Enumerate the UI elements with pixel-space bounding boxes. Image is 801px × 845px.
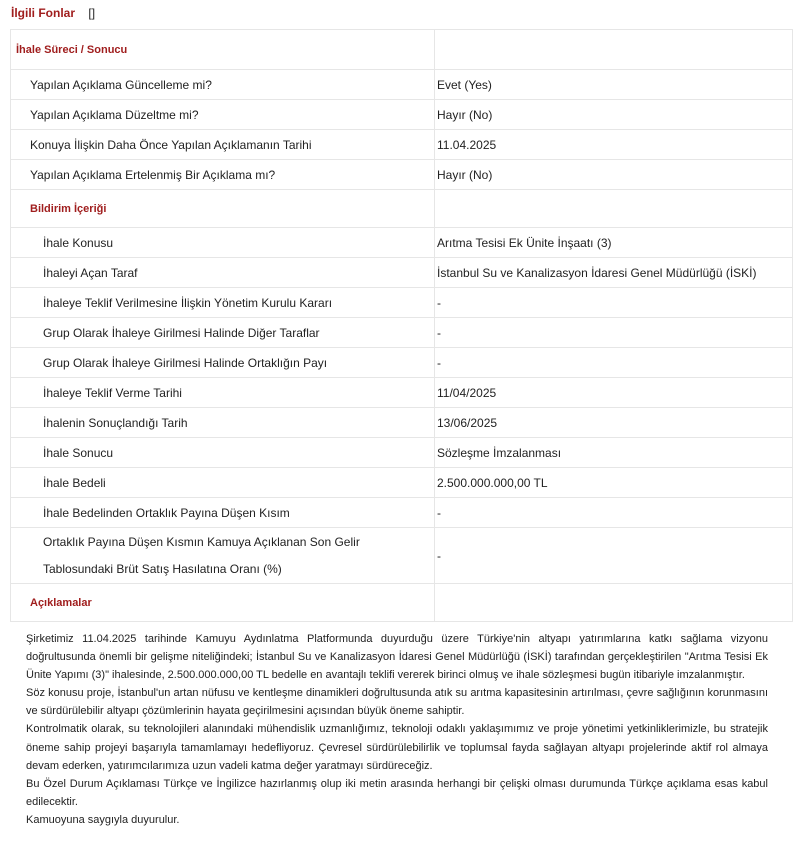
table-row <box>11 160 793 190</box>
disclosure-table <box>10 29 793 622</box>
related-funds-label: İlgili Fonlar <box>11 6 76 20</box>
table-row <box>11 528 793 584</box>
table-row <box>11 438 793 468</box>
row-label: Yapılan Açıklama Güncelleme mi? <box>11 70 435 100</box>
paragraph: Kamuoyuna saygıyla duyurulur. <box>26 813 180 826</box>
table-row <box>11 408 793 438</box>
row-label: Grup Olarak İhaleye Girilmesi Halinde Ortaklığın Payı <box>11 348 435 378</box>
row-label: İhale Bedeli <box>11 468 435 498</box>
paragraph: Söz konusu proje, İstanbul'un artan nüfusu ve kentleşme dinamikleri doğrultusunda atık su arıtma kapasitesinin artırılması, çevre sağlığının korunmasını ve sürdürülebilir altyapı çözümlerinin hayata geçirilmesini açısından büyük öneme sahiptir. <box>26 687 768 718</box>
row-label: Yapılan Açıklama Ertelenmiş Bir Açıklama mı? <box>11 160 435 190</box>
table-row <box>11 258 793 288</box>
row-label: İhalenin Sonuçlandığı Tarih <box>11 408 435 438</box>
row-value: Hayır (No) <box>435 160 793 190</box>
table-row <box>11 468 793 498</box>
row-label: İhaleyi Açan Taraf <box>11 258 435 288</box>
row-value: - <box>435 348 793 378</box>
table-row <box>11 130 793 160</box>
row-label: İhale Bedelinden Ortaklık Payına Düşen Kısım <box>11 498 435 528</box>
row-label: İhaleye Teklif Verilmesine İlişkin Yönetim Kurulu Kararı <box>11 288 435 318</box>
row-value: - <box>435 498 793 528</box>
row-value: İstanbul Su ve Kanalizasyon İdaresi Genel Müdürlüğü (İSKİ) <box>435 258 793 288</box>
related-funds-row <box>11 6 95 22</box>
table-row <box>11 318 793 348</box>
table-row <box>11 70 793 100</box>
row-label: Konuya İlişkin Daha Önce Yapılan Açıklamanın Tarihi <box>11 130 435 160</box>
table-row <box>11 378 793 408</box>
row-label-line-1: Ortaklık Payına Düşen Kısmın Kamuya Açıklanan Son Gelir <box>43 534 360 549</box>
row-value: 11.04.2025 <box>435 130 793 160</box>
paragraph: Şirketimiz 11.04.2025 tarihinde Kamuyu Aydınlatma Platformunda duyurduğu üzere Türkiye'nin altyapı yatırımlarına katkı sağlama vizyonu doğrultusunda önemli bir gelişme niteliğindeki; İstanbul Su ve Kanalizasyon İdaresi Genel Müdürlüğü (İSKİ) tarafından gerçekleştirilen "Arıtma Tesisi Ek Ünite Yapımı (3)" ihalesinde, 2.500.000.000,00 TL bedelle en avantajlı teklifi vererek birinci olmuş ve ihale sözleşmesi bugün itibariyle imzalanmıştır. <box>26 633 768 682</box>
row-label: İhaleye Teklif Verme Tarihi <box>11 378 435 408</box>
table-row <box>11 228 793 258</box>
table-row <box>11 498 793 528</box>
section-header-notification-content <box>11 190 793 228</box>
row-value: Evet (Yes) <box>435 70 793 100</box>
section-title: İhale Süreci / Sonucu <box>11 30 435 70</box>
section-title: Bildirim İçeriği <box>11 190 435 228</box>
section-header-explanations <box>11 584 793 622</box>
row-value: - <box>435 318 793 348</box>
row-label: Yapılan Açıklama Düzeltme mi? <box>11 100 435 130</box>
row-label <box>11 528 435 584</box>
section-title: Açıklamalar <box>11 584 435 622</box>
row-value: Arıtma Tesisi Ek Ünite İnşaatı (3) <box>435 228 793 258</box>
related-funds-value: [] <box>88 6 96 20</box>
row-value: 11/04/2025 <box>435 378 793 408</box>
row-value: - <box>435 528 793 584</box>
row-label-line-2: Tablosundaki Brüt Satış Hasılatına Oranı (%) <box>43 561 282 576</box>
row-label: Grup Olarak İhaleye Girilmesi Halinde Diğer Taraflar <box>11 318 435 348</box>
row-value: 13/06/2025 <box>435 408 793 438</box>
row-value: 2.500.000.000,00 TL <box>435 468 793 498</box>
row-label: İhale Sonucu <box>11 438 435 468</box>
table-row <box>11 348 793 378</box>
row-label: İhale Konusu <box>11 228 435 258</box>
section-header-tender-process <box>11 30 793 70</box>
paragraph: Bu Özel Durum Açıklaması Türkçe ve İngilizce hazırlanmış olup iki metin arasında herhangi bir çelişki olması durumunda Türkçe açıklama esas kabul edilecektir. <box>26 777 768 808</box>
paragraph: Kontrolmatik olarak, su teknolojileri alanındaki mühendislik uzmanlığımız, teknoloji odaklı yaklaşımımız ve proje yönetimi yetkinliklerimizle, bu stratejik öneme sahip projeyi başarıyla tamamlamayı hedefliyoruz. Çevresel sürdürülebilirlik ve toplumsal fayda sağlayan altyapı projelerinde aktif rol almaya devam ederken, yatırımcılarımıza uzun vadeli katma değer yaratmayı sürdüreceğiz. <box>26 723 768 772</box>
explanation-text <box>26 630 768 829</box>
row-value: Sözleşme İmzalanması <box>435 438 793 468</box>
table-row <box>11 288 793 318</box>
table-row <box>11 100 793 130</box>
row-value: Hayır (No) <box>435 100 793 130</box>
row-value: - <box>435 288 793 318</box>
